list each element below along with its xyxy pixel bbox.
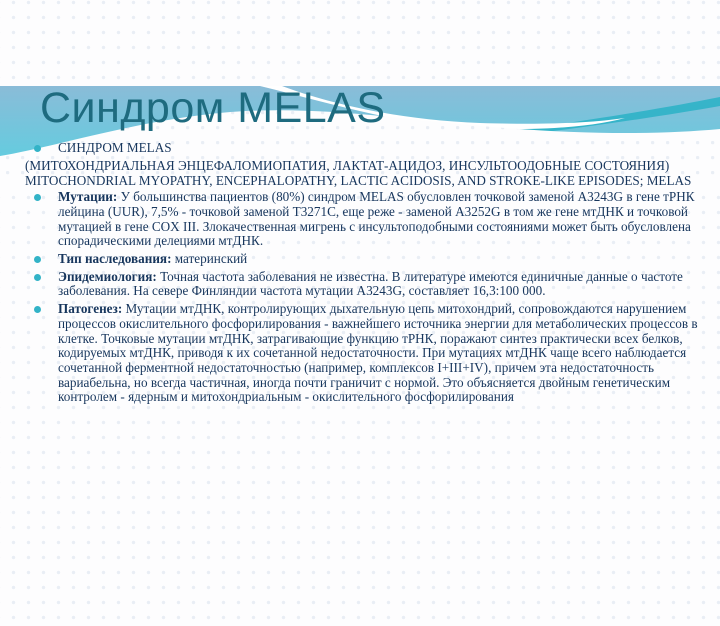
plain-paragraph [25,159,700,174]
bullet-icon [34,274,41,281]
paragraph-lead-bold: Эпидемиология: [58,268,157,284]
bullet-paragraph [25,302,700,405]
paragraph-text: (МИТОХОНДРИАЛЬНАЯ ЭНЦЕФАЛОМИОПАТИЯ, ЛАКТАТ-АЦИДОЗ, ИНСУЛЬТООДОБНЫЕ СОСТОЯНИЯ) [25,157,670,173]
bullet-icon [34,306,41,313]
bullet-paragraph [25,270,700,299]
slide-content [25,141,700,405]
paragraph-text: MITOCHONDRIAL MYOPATHY, ENCEPHALOPATHY, LACTIC ACIDOSIS, AND STROKE-LIKE EPISODES; MELAS [25,172,692,188]
paragraph-text: У большинства пациентов (80%) синдром MELAS обусловлен точковой заменой A3243G в гене тРНК лейцина (UUR), 7,5% - точковой заменой T3271C, еще реже - заменой A3252G в том же гене мтДНК и точковой мутацией в гене COX III. Злокачественная мигрень с инсультоподобными состояниями может быть обусловлена спорадическими делециями мтДНК. [58,189,695,249]
paragraph-text: материнский [171,251,248,267]
paragraph-lead-bold: Тип наследования: [58,251,172,267]
slide-title: Синдром MELAS [40,84,386,132]
bullet-icon [34,145,41,152]
paragraph-text: СИНДРОМ MELAS [58,140,172,156]
bullet-paragraph [25,252,700,267]
bullet-paragraph [25,141,700,156]
paragraph-text: Мутации мтДНК, контролирующих дыхательную цепь митохондрий, сопровождаются нарушением процессов окислительного фосфорилирования - важнейшего источника энергии для метаболических процессов в клетке. Точковые мутации мтДНК, затрагивающие функцию тРНК, поражают синтез практически всех белков, кодируемых мтДНК, приводя к их сочетанной недостаточности. При мутациях мтДНК чаще всего наблюдается сочетанной ферментной недостаточностью (например, комплексов I+III+IV), причем эта недостаточность вариабельна, но всегда частичная, иногда почти граничит с нормой. Это объясняется двойным генетическим контролем - ядерным и митохондриальным - окислительного фосфорилирования [58,301,698,405]
slide-background [0,86,720,626]
bullet-paragraph [25,190,700,249]
paragraph-lead-bold: Мутации: [58,189,118,205]
paragraph-text: Точная частота заболевания не известна. В литературе имеются единичные данные о частоте заболевания. На севере Финляндии частота мутации A3243G, составляет 16,3:100 000. [58,268,683,299]
paragraph-lead-bold: Патогенез: [58,301,123,317]
bullet-icon [34,194,41,201]
bullet-icon [34,256,41,263]
plain-paragraph [25,174,700,189]
